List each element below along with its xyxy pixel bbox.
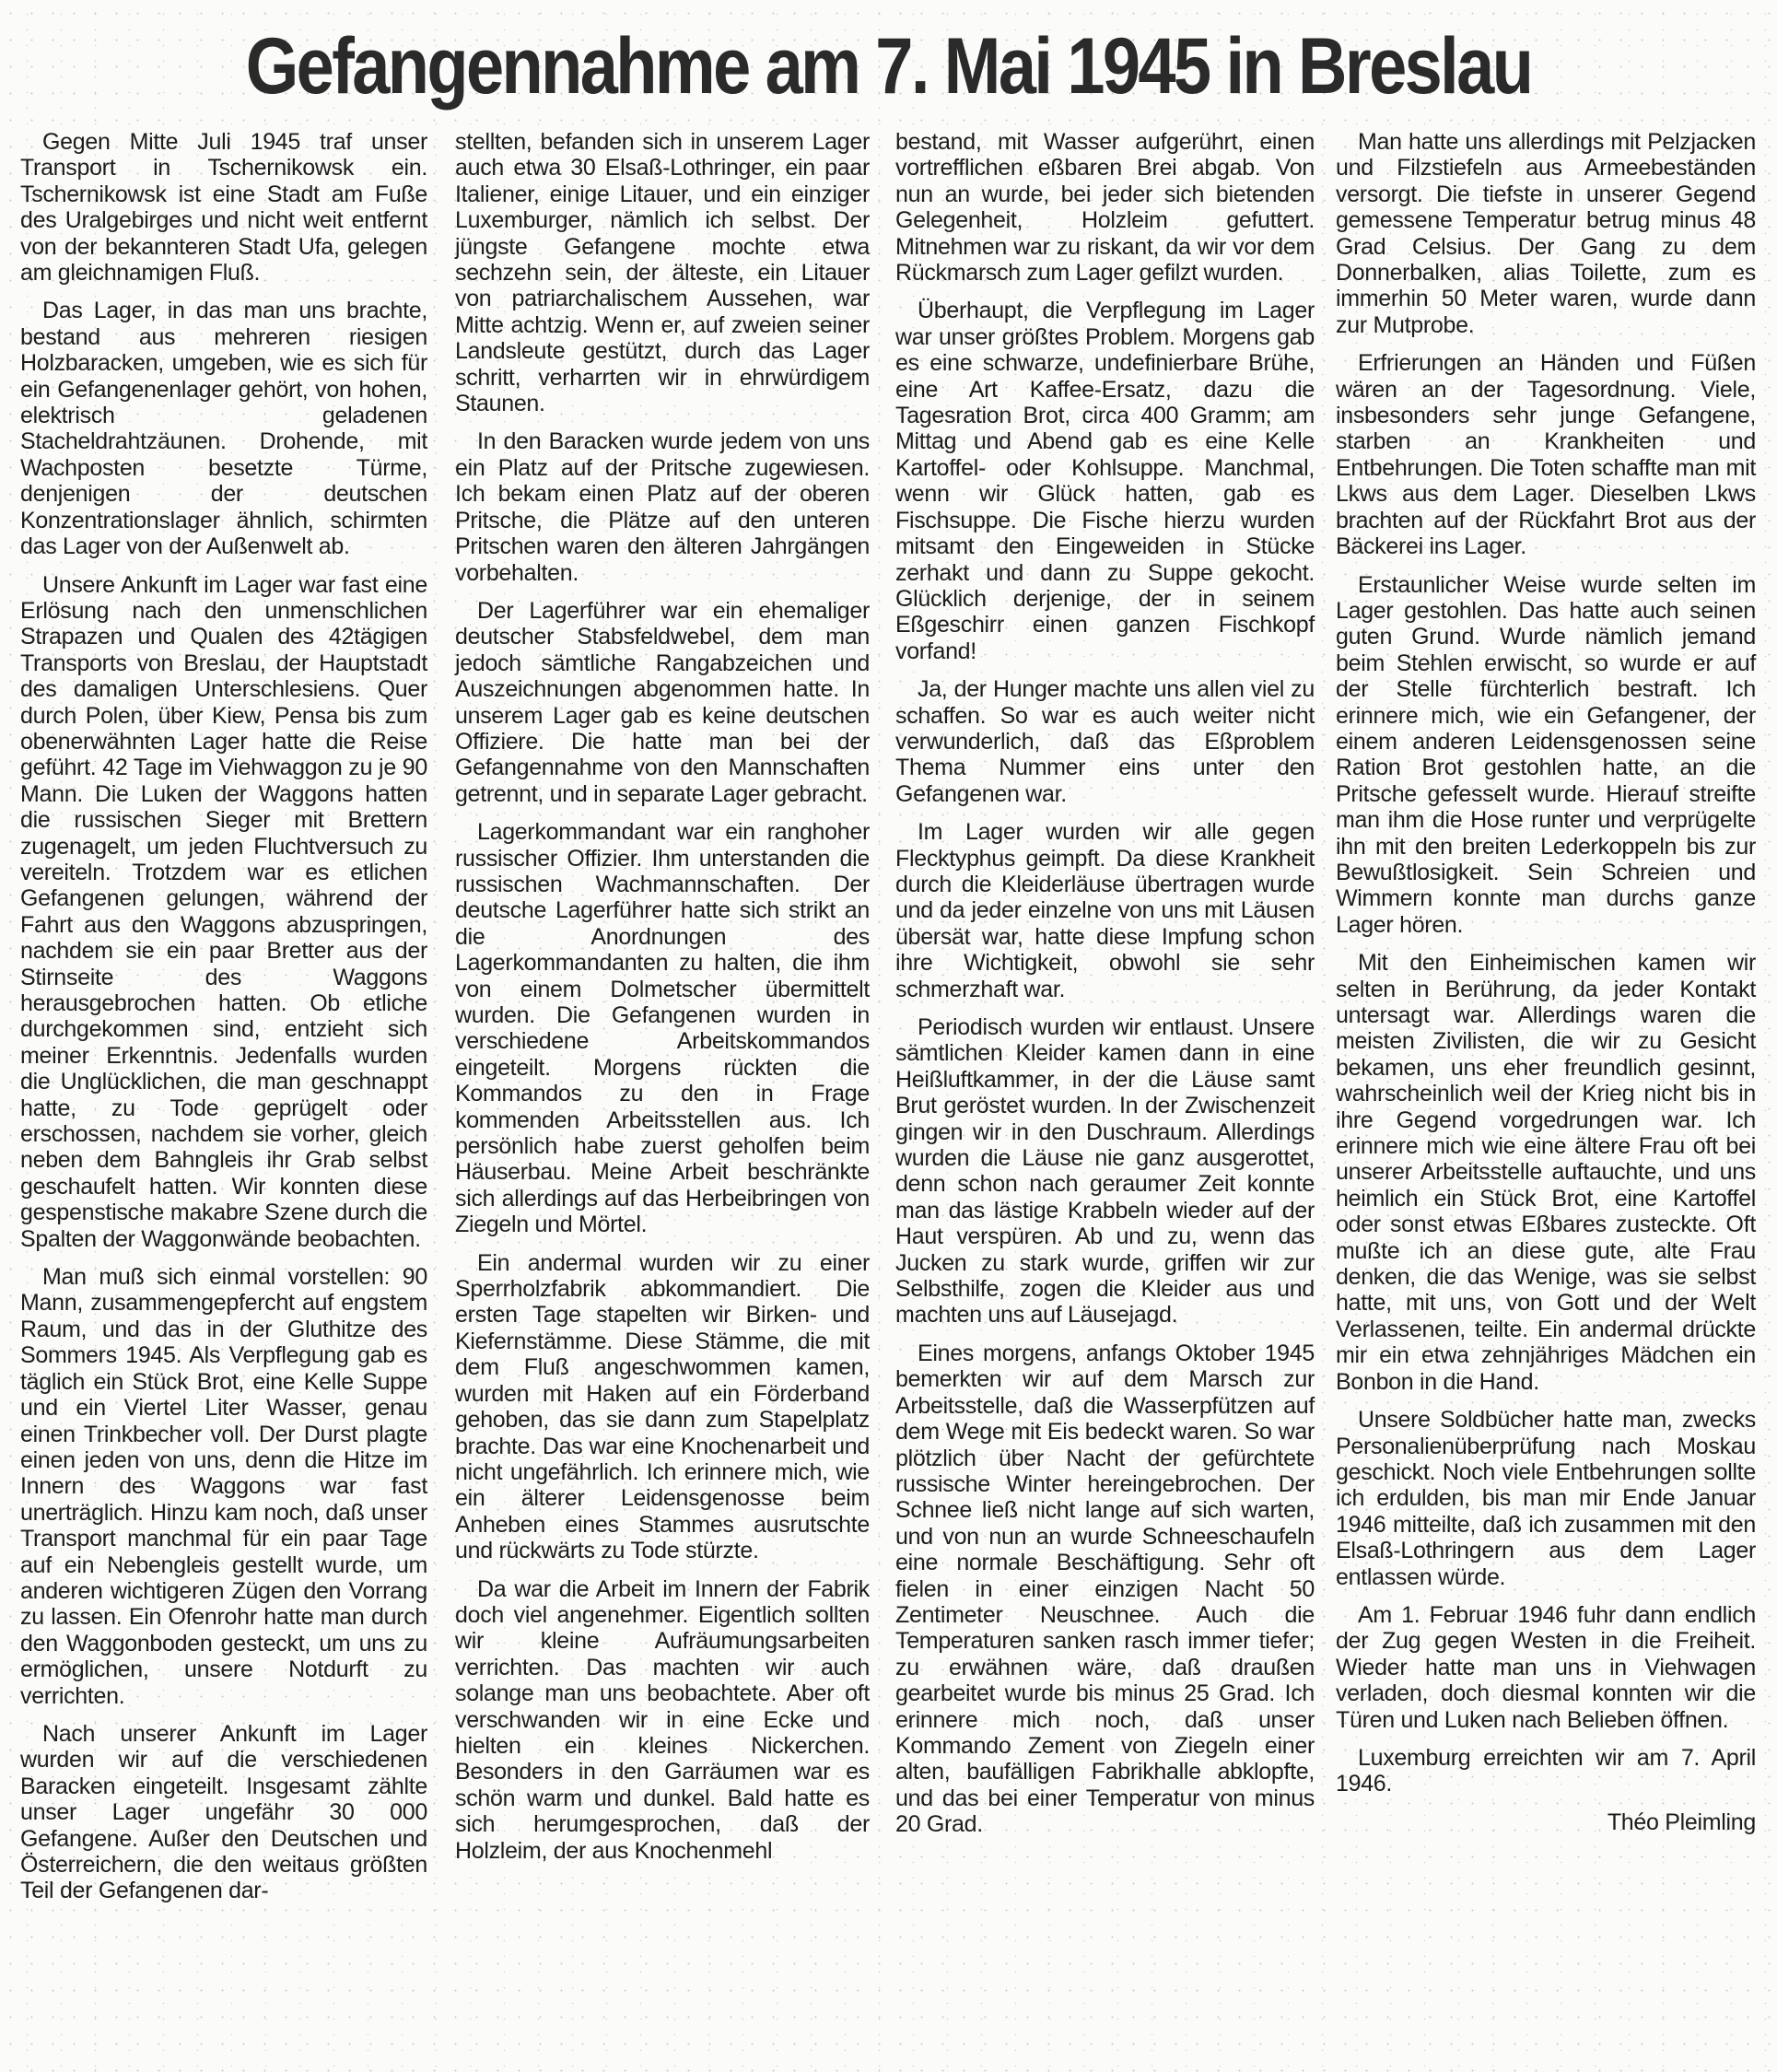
article-paragraph: Da war die Arbeit im Innern der Fabrik doch viel angenehmer. Eigentlich sollten wir kleine Aufräumungsarbeiten verrichten. Das machten wir auch solange man uns beobachtete. Aber oft verschwanden wir in eine Ecke und hielten ein kleines Nickerchen. Besonders in den Garräumen war es schön warm und dunkel. Bald hatte es sich herumgesprochen, daß der Holzleim, der aus Knochenmehl xyxy=(455,1575,870,1864)
article-paragraph: Im Lager wurden wir alle gegen Flecktyphus geimpft. Da diese Krankheit durch die Kleiderläuse übertragen wurde und da jeder einzelne von uns mit Läusen übersät war, hatte diese Impfung schon ihre Wichtigkeit, obwohl sie sehr schmerzhaft war. xyxy=(895,819,1315,1002)
article-paragraph: Das Lager, in das man uns brachte, bestand aus mehreren riesigen Holzbaracken, umgeben, wie es sich für ein Gefangenenlager gehört, von hohen, elektrisch geladenen Stacheldrahtzäunen. Drohende, mit Wachposten besetzte Türme, denjenigen der deutschen Konzentrationslager ähnlich, schirmten das Lager von der Außenwelt ab. xyxy=(20,298,427,560)
article-paragraph: Periodisch wurden wir entlaust. Unsere sämtlichen Kleider kamen dann in eine Heißluftkammer, in der die Läuse samt Brut geröstet wurden. In der Zwischenzeit gingen wir in den Duschraum. Allerdings wurden die Läuse nie ganz ausgerottet, denn schon nach geraumer Zeit konnte man das lästige Krabbeln wieder auf der Haut verspüren. Ab und zu, wenn das Jucken zu stark wurde, griffen wir zur Selbsthilfe, zogen die Kleider aus und machten uns auf Läusejagd. xyxy=(895,1014,1315,1329)
article-paragraph: Überhaupt, die Verpflegung im Lager war unser größtes Problem. Morgens gab es eine schwarze, undefinierbare Brühe, eine Art Kaffee-Ersatz, dazu die Tagesration Brot, circa 400 Gramm; am Mittag und Abend gab es eine Kelle Kartoffel- oder Kohlsuppe. Manchmal, wenn wir Glück hatten, gab es Fischsuppe. Die Fische hierzu wurden mitsamt den Eingeweiden in Stücke zerhakt und dann zu Suppe gekocht. Glücklich derjenige, der in seinem Eßgeschirr einen ganzen Fischkopf vorfand! xyxy=(895,298,1315,664)
article-paragraph: Unsere Ankunft im Lager war fast eine Erlösung nach den unmenschlichen Strapazen und Qualen des 42tägigen Transports von Breslau, der Hauptstadt des damaligen Unterschlesiens. Quer durch Polen, über Kiew, Pensa bis zum obenerwähnten Lager hatte die Reise geführt. 42 Tage im Viehwaggon zu je 90 Mann. Die Luken der Waggons hatten die russischen Sieger mit Brettern zugenagelt, um jeden Fluchtversuch zu vereiteln. Trotzdem war es etlichen Gefangenen gelungen, während der Fahrt aus den Waggons abzuspringen, nachdem sie ein paar Bretter aus der Stirnseite des Waggons herausgebrochen hatten. Ob etliche durchgekommen sind, entzieht sich meiner Erkenntnis. Jedenfalls wurden die Unglücklichen, die man geschnappt hatte, zu Tode geprügelt oder erschossen, nachdem sie vorher, gleich neben dem Bahngleis ihr Grab selbst geschaufelt hatten. Wir konnten diese gespenstische makabre Szene durch die Spalten der Waggonwände beobachten. xyxy=(20,571,427,1252)
article-paragraph: Erfrierungen an Händen und Füßen wären an der Tagesordnung. Viele, insbesonders sehr junge Gefangene, starben an Krankheiten und Entbehrungen. Die Toten schaffte man mit Lkws aus dem Lager. Dieselben Lkws brachten auf der Rückfahrt Brot aus der Bäckerei ins Lager. xyxy=(1336,350,1756,560)
article-paragraph: In den Baracken wurde jedem von uns ein Platz auf der Pritsche zugewiesen. Ich bekam einen Platz auf der oberen Pritsche, die Plätze auf den unteren Pritschen waren den älteren Jahrgängen vorbehalten. xyxy=(455,428,870,586)
article-paragraph: Luxemburg erreichten wir am 7. April 1946. xyxy=(1336,1744,1756,1797)
article-paragraph: Ein andermal wurden wir zu einer Sperrholzfabrik abkommandiert. Die ersten Tage stapelten wir Birken- und Kiefernstämme. Diese Stämme, die mit dem Fluß angeschwommen kamen, wurden mit Haken auf ein Förderband gehoben, das sie dann zum Stapelplatz brachte. Das war eine Knochenarbeit und nicht ungefährlich. Ich erinnere mich, wie ein älterer Leidensgenosse beim Anheben eines Stammes ausrutschte und rückwärts zu Tode stürzte. xyxy=(455,1249,870,1564)
article-column-3 xyxy=(895,129,1315,1850)
article-paragraph: Eines morgens, anfangs Oktober 1945 bemerkten wir auf dem Marsch zur Arbeitsstelle, daß die Wasserpfützen auf dem Wege mit Eis bedeckt waren. So war plötzlich über Nacht der gefürchtete russische Winter hereingebrochen. Der Schnee ließ nicht lange auf sich warten, und von nun an wurde Schneeschaufeln eine normale Beschäftigung. Sehr oft fielen in einer einzigen Nacht 50 Zentimeter Neuschnee. Auch die Temperaturen sanken rasch immer tiefer; zu erwähnen wäre, daß draußen gearbeitet wurde bis minus 25 Grad. Ich erinnere mich noch, daß unser Kommando Zement von Ziegeln einer alten, baufälligen Fabrikhalle abklopfte, und das bei einer Temperatur von minus 20 Grad. xyxy=(895,1340,1315,1838)
article-paragraph: Gegen Mitte Juli 1945 traf unser Transport in Tschernikowsk ein. Tschernikowsk ist eine Stadt am Fuße des Uralgebirges und nicht weit entfernt von der bekannteren Stadt Ufa, gelegen am gleichnamigen Fluß. xyxy=(20,129,427,287)
article-paragraph: bestand, mit Wasser aufgerührt, einen vortrefflichen eßbaren Brei abgab. Von nun an wurde, bei jeder sich bietenden Gelegenheit, Holzleim gefuttert. Mitnehmen war zu riskant, da wir vor dem Rückmarsch zum Lager gefilzt wurden. xyxy=(895,129,1315,287)
article-column-4 xyxy=(1336,129,1756,1847)
article-column-2 xyxy=(455,129,870,1876)
article-paragraph: Am 1. Februar 1946 fuhr dann endlich der Zug gegen Westen in die Freiheit. Wieder hatte man uns in Viehwagen verladen, doch diesmal konnten wir die Türen und Luken nach Belieben öffnen. xyxy=(1336,1601,1756,1733)
article-paragraph: Ja, der Hunger machte uns allen viel zu schaffen. So war es auch weiter nicht verwunderlich, daß das Eßproblem Thema Nummer eins unter den Gefangenen war. xyxy=(895,676,1315,807)
article-paragraph: stellten, befanden sich in unserem Lager auch etwa 30 Elsaß-Lothringer, ein paar Italiener, einige Litauer, und ein einziger Luxemburger, nämlich ich selbst. Der jüngste Gefangene mochte etwa sechzehn sein, der älteste, ein Litauer von patriarchalischem Aussehen, war Mitte achtzig. Wenn er, auf zweien seiner Landsleute gestützt, durch das Lager schritt, verharrten wir in ehrwürdigem Staunen. xyxy=(455,129,870,417)
article-paragraph: Man hatte uns allerdings mit Pelzjacken und Filzstiefeln aus Armeebeständen versorgt. Die tiefste in unserer Gegend gemessene Temperatur betrug minus 48 Grad Celsius. Der Gang zu dem Donnerbalken, alias Toilette, zum es immerhin 50 Meter waren, wurde dann zur Mutprobe. xyxy=(1336,129,1756,338)
article-paragraph: Lagerkommandant war ein ranghoher russischer Offizier. Ihm unterstanden die russischen Wachmannschaften. Der deutsche Lagerführer hatte sich strikt an die Anordnungen des Lagerkommandanten zu halten, die ihm von einem Dolmetscher übermittelt wurden. Die Gefangenen wurden in verschiedene Arbeitskommandos eingeteilt. Morgens rückten die Kommandos zu den in Frage kommenden Arbeitsstellen aus. Ich persönlich habe zuerst geholfen beim Häuserbau. Meine Arbeit beschränkte sich allerdings auf das Herbeibringen von Ziegeln und Mörtel. xyxy=(455,819,870,1238)
article-paragraph: Man muß sich einmal vorstellen: 90 Mann, zusammengepfercht auf engstem Raum, und das in der Gluthitze des Sommers 1945. Als Verpflegung gab es täglich ein Stück Brot, eine Kelle Suppe und ein Viertel Liter Wasser, genau einen Trinkbecher voll. Der Durst plagte einen jeden von uns, denn die Hitze im Innern des Waggons war fast unerträglich. Hinzu kam noch, daß unser Transport manchmal für ein paar Tage auf ein Nebengleis gestellt wurde, um anderen wichtigeren Zügen den Vorrang zu lassen. Ein Ofenrohr hatte man durch den Waggonboden gesteckt, um uns zu ermöglichen, unsere Notdurft zu verrichten. xyxy=(20,1264,427,1709)
article-paragraph: Erstaunlicher Weise wurde selten im Lager gestohlen. Das hatte auch seinen guten Grund. Wurde nämlich jemand beim Stehlen erwischt, so wurde er auf der Stelle fürchterlich bestraft. Ich erinnere mich, wie ein Gefangener, der einem anderen Leidensgenossen seine Ration Brot gestohlen hatte, an die Pritsche gefesselt wurde. Hierauf streifte man ihm die Hose runter und verprügelte ihn mit den breiten Lederkoppeln bis zur Bewußtlosigkeit. Sein Schreien und Wimmern konnte man durchs ganze Lager hören. xyxy=(1336,571,1756,938)
article-paragraph: Mit den Einheimischen kamen wir selten in Berührung, da jeder Kontakt untersagt war. Allerdings waren die meisten Zivilisten, die wir zu Gesicht bekamen, uns eher freundlich gesinnt, wahrscheinlich weil der Krieg nicht bis in ihre Gegend vorgedrungen war. Ich erinnere mich wie eine ältere Frau oft bei unserer Arbeitsstelle auftauchte, und uns heimlich ein Stück Brot, eine Kartoffel oder sonst etwas Eßbares zusteckte. Oft mußte ich an diese gute, alte Frau denken, die das Wenige, was sie selbst hatte, mit uns, von Gott und der Welt Verlassenen, teilte. Ein andermal drückte mir ein etwa zehnjähriges Mädchen ein Bonbon in die Hand. xyxy=(1336,950,1756,1395)
author-byline: Théo Pleimling xyxy=(1607,1809,1756,1835)
article-column-1 xyxy=(20,129,427,1916)
headline: Gefangennahme am 7. Mai 1945 in Breslau xyxy=(245,22,1532,111)
article-paragraph: Unsere Soldbücher hatte man, zwecks Personalienüberprüfung nach Moskau geschickt. Noch viele Entbehrungen sollte ich erdulden, bis man mir Ende Januar 1946 mitteilte, daß ich zusammen mit den Elsaß-Lothringern aus dem Lager entlassen würde. xyxy=(1336,1407,1756,1590)
article-paragraph: Der Lagerführer war ein ehemaliger deutscher Stabsfeldwebel, dem man jedoch sämtliche Rangabzeichen und Auszeichnungen abgenommen hatte. In unserem Lager gab es keine deutschen Offiziere. Die hatte man bei der Gefangennahme von den Mannschaften getrennt, und in separate Lager gebracht. xyxy=(455,597,870,807)
article-paragraph: Nach unserer Ankunft im Lager wurden wir auf die verschiedenen Baracken eingeteilt. Insgesamt zählte unser Lager ungefähr 30 000 Gefangene. Außer den Deutschen und Österreichern, die den weitaus größten Teil der Gefangenen dar- xyxy=(20,1720,427,1904)
